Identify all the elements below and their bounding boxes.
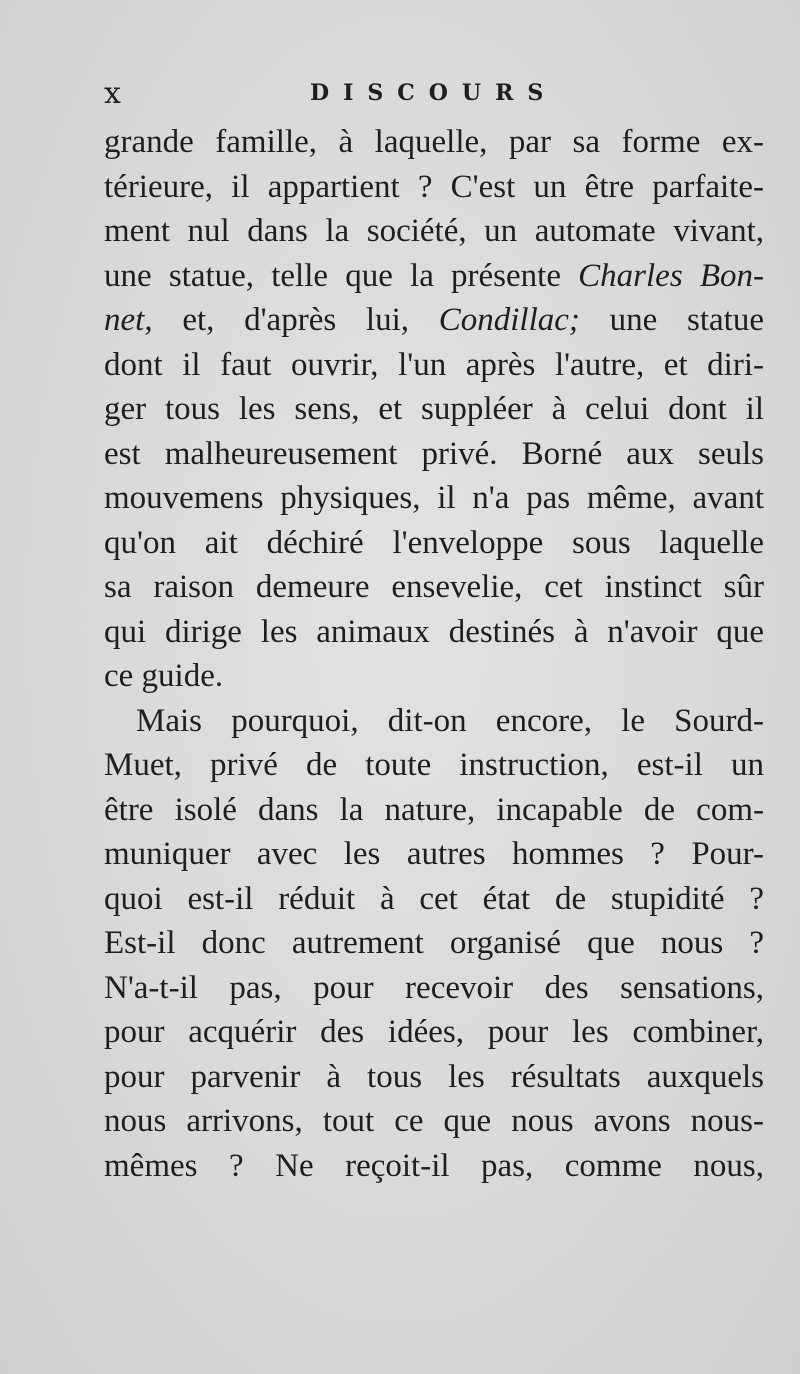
text-segment: mouvemens physiques, il n'a pas même, avant <box>104 480 764 516</box>
paragraph <box>104 120 764 699</box>
running-head: DISCOURS <box>310 80 558 106</box>
text-line <box>104 1010 764 1055</box>
text-segment: Mais pourquoi, dit-on encore, le Sourd- <box>136 702 764 739</box>
italic-text: Charles Bon- <box>578 257 764 294</box>
text-segment: sa raison demeure ensevelie, cet instinct sûr <box>104 569 764 605</box>
text-segment: être isolé dans la nature, incapable de com- <box>104 791 764 828</box>
text-segment: térieure, il appartient ? C'est un être parfaite- <box>104 168 764 205</box>
text-segment: N'a-t-il pas, pour recevoir des sensations, <box>104 969 764 1006</box>
text-segment: nous arrivons, tout ce que nous avons nous- <box>104 1103 764 1139</box>
text-segment: et, d'après lui, <box>152 302 439 338</box>
text-segment: une statue, telle que la présente <box>104 257 579 294</box>
text-line <box>104 521 764 566</box>
text-segment: mêmes ? Ne reçoit-il pas, comme nous, <box>104 1147 764 1184</box>
text-segment: muniquer avec les autres hommes ? Pour- <box>104 836 764 872</box>
text-segment: qu'on ait déchiré l'enveloppe sous laquelle <box>104 524 764 561</box>
text-segment: une statue <box>579 302 764 338</box>
text-line <box>104 877 764 922</box>
text-segment: grande famille, à laquelle, par sa forme ex- <box>104 124 764 160</box>
text-line <box>104 699 764 744</box>
text-segment: Est-il donc autrement organisé que nous ? <box>104 925 764 961</box>
text-line <box>104 476 764 521</box>
italic-text: Condillac; <box>438 302 580 338</box>
text-line <box>104 120 764 165</box>
text-segment: Muet, privé de toute instruction, est-il un <box>104 747 764 783</box>
text-line <box>104 1099 764 1144</box>
text-segment: pour acquérir des idées, pour les combiner, <box>104 1014 764 1050</box>
text-line <box>104 254 764 299</box>
text-line <box>104 921 764 966</box>
text-line <box>104 743 764 788</box>
text-segment: pour parvenir à tous les résultats auxquels <box>104 1058 764 1095</box>
text-segment: ger tous les sens, et suppléer à celui dont il <box>104 391 764 427</box>
text-line <box>104 788 764 833</box>
text-line <box>104 966 764 1011</box>
page-number: x <box>104 76 122 111</box>
text-line <box>104 387 764 432</box>
text-line <box>104 832 764 877</box>
text-line <box>104 432 764 477</box>
body-text <box>104 120 764 1188</box>
text-segment: quoi est-il réduit à cet état de stupidité ? <box>104 880 764 917</box>
text-line <box>104 1144 764 1189</box>
italic-text: net, <box>104 302 153 338</box>
text-segment: dont il faut ouvrir, l'un après l'autre, et diri- <box>104 346 764 383</box>
text-line <box>104 610 764 655</box>
text-line <box>104 209 764 254</box>
text-line <box>104 654 764 699</box>
text-line <box>104 1055 764 1100</box>
text-line <box>104 165 764 210</box>
text-line <box>104 343 764 388</box>
page-header <box>104 76 764 116</box>
text-line <box>104 565 764 610</box>
paragraph <box>104 699 764 1189</box>
text-segment: qui dirige les animaux destinés à n'avoir que <box>104 613 764 650</box>
text-line <box>104 298 764 343</box>
text-segment: ment nul dans la société, un automate vivant, <box>104 213 764 249</box>
text-segment: est malheureusement privé. Borné aux seuls <box>104 435 764 472</box>
text-segment: ce guide. <box>104 658 224 694</box>
